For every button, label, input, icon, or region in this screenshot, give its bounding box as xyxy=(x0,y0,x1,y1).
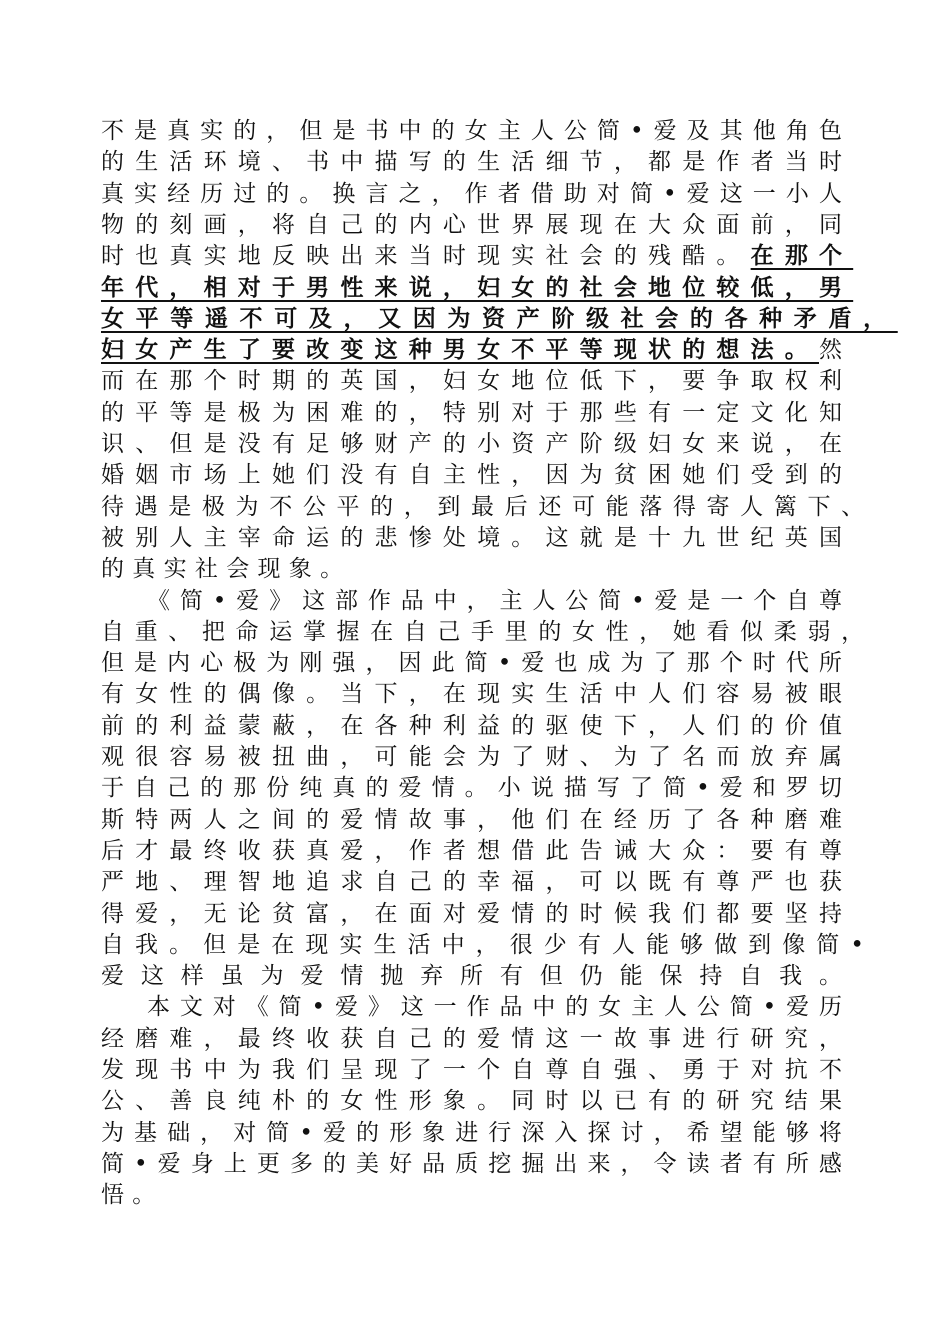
underlined-emphasis: 在那个 xyxy=(750,242,854,270)
body-text: 本文对《简•爱》这一作品中的女主人公简•爱历 xyxy=(147,994,852,1021)
body-text: 不是真实的，但是书中的女主人公简•爱及其他角色 xyxy=(101,118,852,144)
text-line xyxy=(101,491,875,523)
text-line xyxy=(101,1148,852,1180)
text-line xyxy=(101,240,853,272)
text-line xyxy=(101,178,852,210)
underlined-emphasis: 年代，相对于男性来说，妇女的社会地位较低，男 xyxy=(101,273,854,301)
underlined-emphasis: 女平等遥不可及，又因为资产阶级社会的各种矛盾， xyxy=(101,304,898,332)
body-text: 自重、把命运掌握在自己手里的女性，她看似柔弱， xyxy=(101,618,875,645)
text-line xyxy=(101,898,853,930)
text-line xyxy=(101,365,853,397)
text-line xyxy=(101,835,853,867)
text-line xyxy=(101,647,852,679)
body-text: 爱这样虽为爱情抛弃所有但仍能保持自我。 xyxy=(101,963,859,990)
text-line xyxy=(101,1054,853,1086)
body-text: 悟。 xyxy=(101,1182,164,1209)
text-line xyxy=(101,866,853,898)
text-line xyxy=(101,115,852,147)
text-line xyxy=(101,772,852,804)
text-line xyxy=(147,585,852,617)
body-text: 发现书中为我们呈现了一个自尊自强、勇于对抗不 xyxy=(101,1057,854,1083)
body-text: 而在那个时期的英国，妇女地位低下，要争取权利 xyxy=(101,368,854,395)
body-text: 婚姻市场上她们没有自主性，因为贫困她们受到的 xyxy=(101,462,854,489)
body-text: 识、但是没有足够财产的小资产阶级妇女来说，在 xyxy=(101,431,854,457)
body-text: 得爱，无论贫富，在面对爱情的时候我们都要坚持 xyxy=(101,900,854,927)
body-text: 为基础，对简•爱的形象进行深入探讨，希望能够将 xyxy=(101,1119,852,1146)
text-line xyxy=(101,397,853,429)
text-line xyxy=(101,804,853,836)
body-text: 然 xyxy=(819,337,854,364)
text-line xyxy=(101,1023,853,1055)
body-text: 斯特两人之间的爱情故事，他们在经历了各种磨难 xyxy=(101,806,854,833)
body-text: 前的利益蒙蔽，在各种利益的驱使下，人们的价值 xyxy=(101,712,854,739)
body-text: 《简•爱》这部作品中，主人公简•爱是一个自尊 xyxy=(147,587,852,614)
text-line xyxy=(101,960,859,992)
text-line xyxy=(101,1085,853,1117)
body-text: 但是内心极为刚强，因此简•爱也成为了那个时代所 xyxy=(101,650,852,677)
body-text: 于自己的那份纯真的爱情。小说描写了简•爱和罗切 xyxy=(101,775,852,802)
body-text: 严地、理智地追求自己的幸福，可以既有尊严也获 xyxy=(101,869,854,896)
text-line xyxy=(101,209,853,241)
body-text: 的真实社会现象。 xyxy=(101,556,352,583)
body-text: 简•爱身上更多的美好品质挖掘出来，令读者有所感 xyxy=(101,1150,852,1177)
text-line xyxy=(101,303,898,335)
body-text: 被别人主宰命运的悲惨处境。这就是十九世纪英国 xyxy=(101,524,854,551)
text-line xyxy=(101,459,853,491)
text-line xyxy=(101,146,853,178)
body-text: 的生活环境、书中描写的生活细节，都是作者当时 xyxy=(101,149,854,176)
text-line xyxy=(101,553,351,585)
body-text: 有女性的偶像。当下，在现实生活中人们容易被眼 xyxy=(101,681,854,708)
body-text: 公、善良纯朴的女性形象。同时以已有的研究结果 xyxy=(101,1088,854,1115)
body-text: 自我。但是在现实生活中，很少有人能够做到像简• xyxy=(101,931,875,958)
body-text: 观很容易被扭曲，可能会为了财、为了名而放弃属 xyxy=(101,744,854,770)
body-text: 物的刻画，将自己的内心世界展现在大众面前，同 xyxy=(101,211,854,238)
text-line xyxy=(101,334,853,366)
body-text: 经磨难，最终收获自己的爱情这一故事进行研究， xyxy=(101,1025,854,1052)
text-line xyxy=(101,741,853,773)
text-line xyxy=(101,1117,852,1149)
body-text: 时也真实地反映出来当时现实社会的残酷。 xyxy=(101,243,751,270)
text-line xyxy=(101,678,853,710)
underlined-emphasis: 妇女产生了要改变这种男女不平等现状的想法。 xyxy=(101,336,819,364)
text-line xyxy=(101,428,853,460)
text-line xyxy=(147,991,852,1023)
text-line xyxy=(101,929,875,961)
text-line xyxy=(101,522,853,554)
text-line xyxy=(101,1179,164,1211)
body-text: 后才最终收获真爱，作者想借此告诫大众：要有尊 xyxy=(101,837,854,864)
text-line xyxy=(101,616,875,648)
text-line xyxy=(101,272,853,304)
body-text: 的平等是极为困难的，特别对于那些有一定文化知 xyxy=(101,399,854,426)
body-text: 真实经历过的。换言之，作者借助对简•爱这一小人 xyxy=(101,180,852,207)
text-line xyxy=(101,710,853,742)
body-text: 待遇是极为不公平的，到最后还可能落得寄人篱下、 xyxy=(101,493,875,520)
